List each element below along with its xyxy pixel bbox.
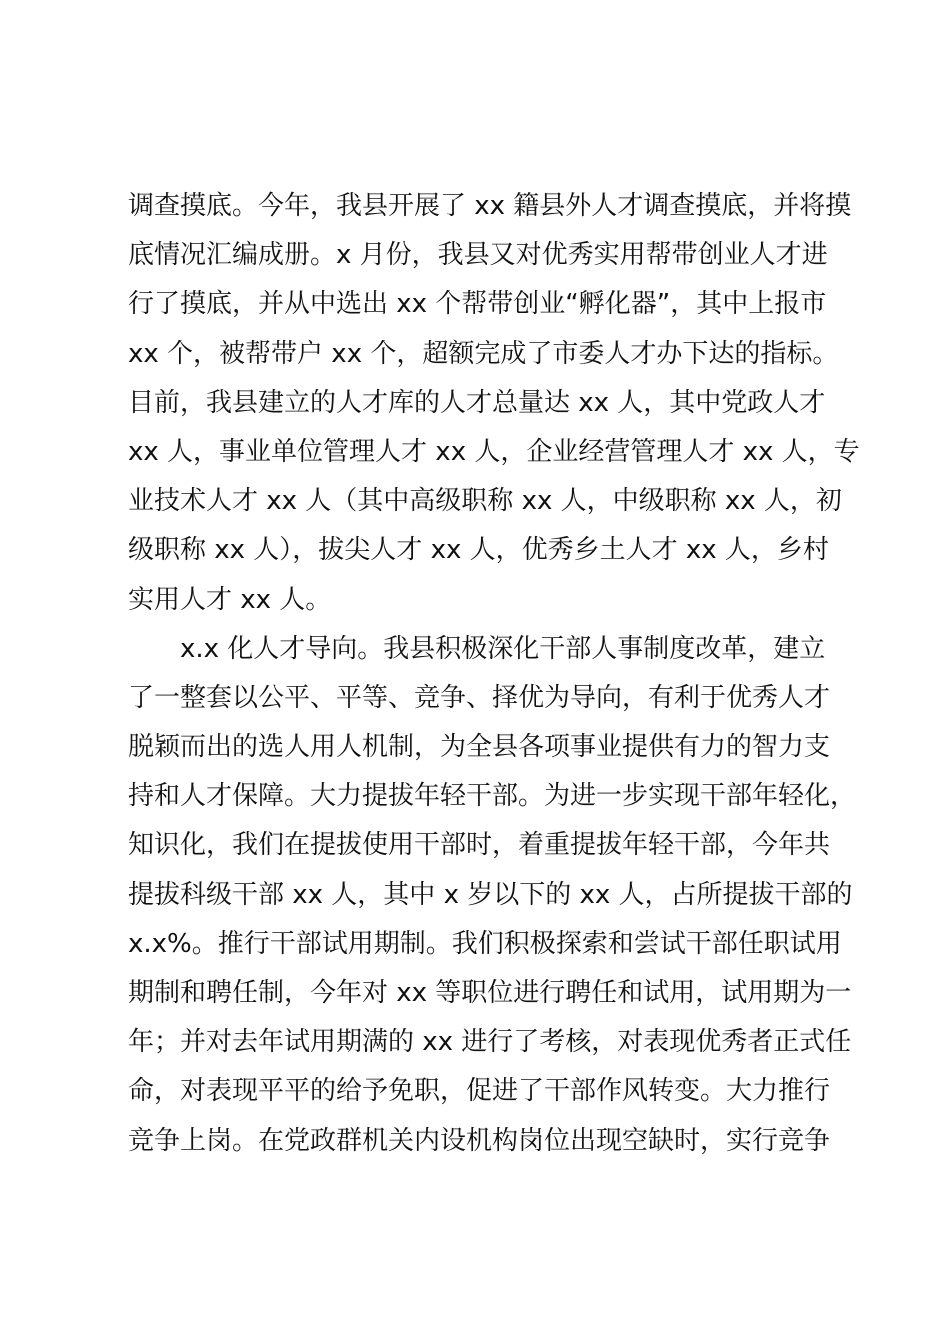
text-line: 目前，我县建立的人才库的人才总量达 xx 人，其中党政人才 [128, 387, 826, 418]
text-line: xx 人，事业单位管理人才 xx 人，企业经营管理人才 xx 人，专 [128, 436, 860, 467]
text-line: 行了摸底，并从中选出 xx 个帮带创业“孵化器”，其中上报市 [128, 289, 827, 320]
text-line: 期制和聘任制，今年对 xx 等职位进行聘任和试用，试用期为一 [128, 978, 852, 1008]
text-line: 调查摸底。今年，我县开展了 xx 籍县外人才调查摸底，并将摸 [128, 191, 852, 221]
text-line: 知识化，我们在提拔使用干部时，着重提拔年轻干部，今年共 [128, 830, 831, 861]
text-line: 竞争上岗。在党政群机关内设机构岗位出现空缺时，实行竞争 [128, 1125, 831, 1156]
text-line: 了一整套以公平、平等、竞争、择优为导向，有利于优秀人才 [128, 682, 831, 713]
text-line: 业技术人才 xx 人（其中高级职称 xx 人，中级职称 xx 人，初 [128, 486, 842, 517]
text-line: 年；并对去年试用期满的 xx 进行了考核，对表现优秀者正式任 [128, 1027, 852, 1058]
text-line: 底情况汇编成册。x 月份，我县又对优秀实用帮带创业人才进 [128, 240, 828, 271]
paragraph-start-line: x.x 化人才导向。我县积极深化干部人事制度改革，建立 [180, 633, 826, 664]
text-line: 提拔科级干部 xx 人，其中 x 岁以下的 xx 人，占所提拔干部的 [128, 879, 853, 910]
text-line: 实用人才 xx 人。 [128, 584, 332, 615]
text-line: 持和人才保障。大力提拔年轻干部。为进一步实现干部年轻化， [128, 781, 857, 812]
text-line: x.x%。推行干部试用期制。我们积极探索和尝试干部任职试用 [128, 928, 842, 959]
text-line: xx 个，被帮带户 xx 个，超额完成了市委人才办下达的指标。 [128, 338, 839, 369]
text-line: 脱颖而出的选人用人机制，为全县各项事业提供有力的智力支 [128, 732, 831, 763]
text-line: 命，对表现平平的给予免职，促进了干部作风转变。大力推行 [128, 1076, 831, 1107]
text-line: 级职称 xx 人），拔尖人才 xx 人，优秀乡土人才 xx 人，乡村 [128, 535, 829, 566]
body-text [128, 182, 858, 1166]
